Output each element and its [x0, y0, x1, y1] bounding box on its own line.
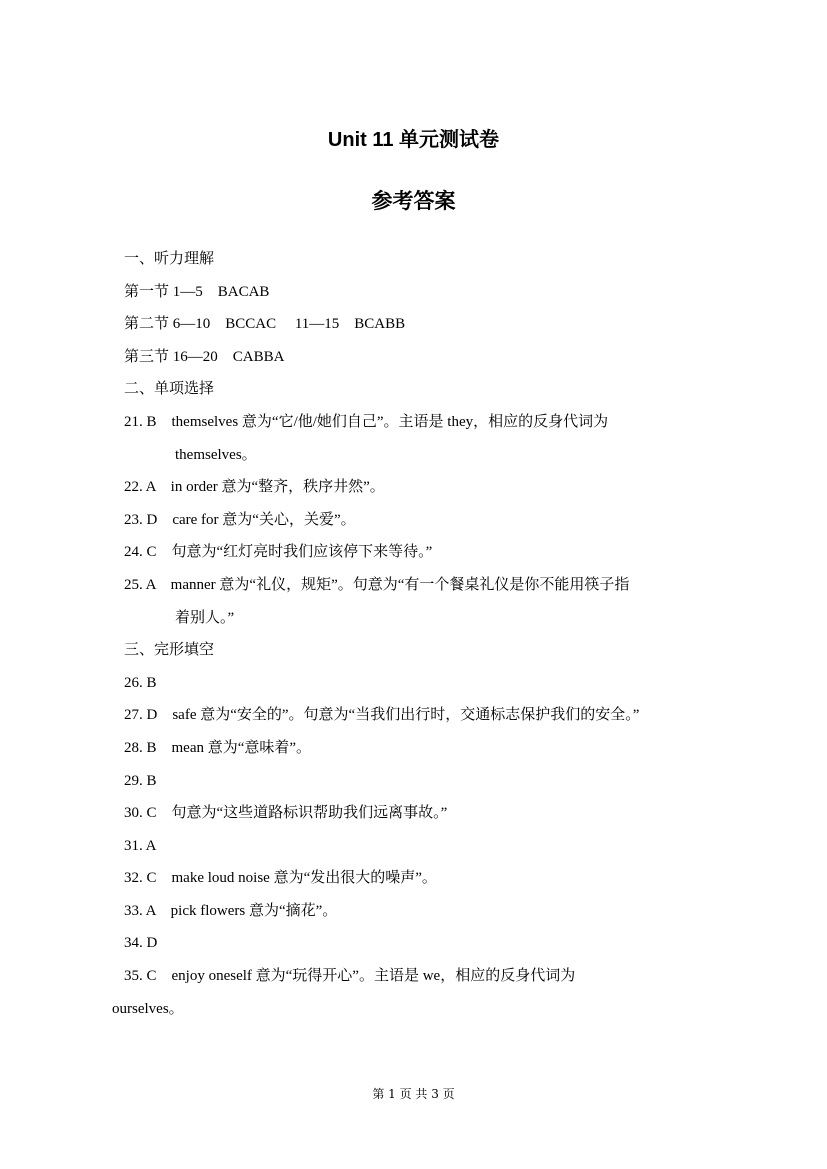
answer-line: 30. C 句意为“这些道路标识帮助我们远离事故。”	[124, 805, 448, 822]
document-title: Unit 11 单元测试卷	[327, 129, 500, 151]
answer-line: 32. C make loud noise 意为“发出很大的噪声”。	[124, 870, 437, 887]
answer-line: 25. A manner 意为“礼仪，规矩”。句意为“有一个餐桌礼仪是你不能用筷子指	[124, 576, 630, 593]
answer-key-body	[112, 243, 724, 1025]
answer-line: 23. D care for 意为“关心，关爱”。	[124, 511, 356, 528]
answer-line: 27. D safe 意为“安全的”。句意为“当我们出行时，交通标志保护我们的安全。”	[124, 707, 640, 724]
answer-line: 第二节 6—10 BCCAC 11—15 BCABB	[124, 316, 406, 333]
section-heading-cloze: 三、完形填空	[124, 642, 215, 659]
answer-line: 33. A pick flowers 意为“摘花”。	[124, 902, 338, 919]
page-footer: 第 1 页 共 3 页	[372, 1087, 455, 1101]
answer-line: 24. C 句意为“红灯亮时我们应该停下来等待。”	[124, 544, 433, 561]
answer-line-continuation: themselves。	[175, 446, 257, 463]
answer-line-continuation: 着别人。”	[175, 609, 235, 626]
answer-line: 22. A in order 意为“整齐，秩序井然”。	[124, 479, 385, 496]
answer-line: 第三节 16—20 CABBA	[124, 348, 285, 365]
answer-line: 21. B themselves 意为“它/他/她们自己”。主语是 they，相应的反身代词为	[124, 413, 609, 430]
answer-line: 31. A	[124, 837, 157, 854]
document-subtitle: 参考答案	[371, 190, 456, 213]
section-heading-single-choice: 二、单项选择	[124, 381, 215, 398]
answer-line-continuation: ourselves。	[112, 1000, 184, 1017]
answer-line: 28. B mean 意为“意味着”。	[124, 739, 312, 756]
answer-line: 35. C enjoy oneself 意为“玩得开心”。主语是 we，相应的反身代词为	[124, 968, 576, 985]
answer-line: 第一节 1—5 BACAB	[124, 283, 270, 300]
answer-line: 34. D	[124, 935, 158, 952]
section-heading-listening: 一、听力理解	[124, 251, 215, 267]
answer-line: 29. B	[124, 772, 157, 789]
answer-line: 26. B	[124, 674, 157, 691]
